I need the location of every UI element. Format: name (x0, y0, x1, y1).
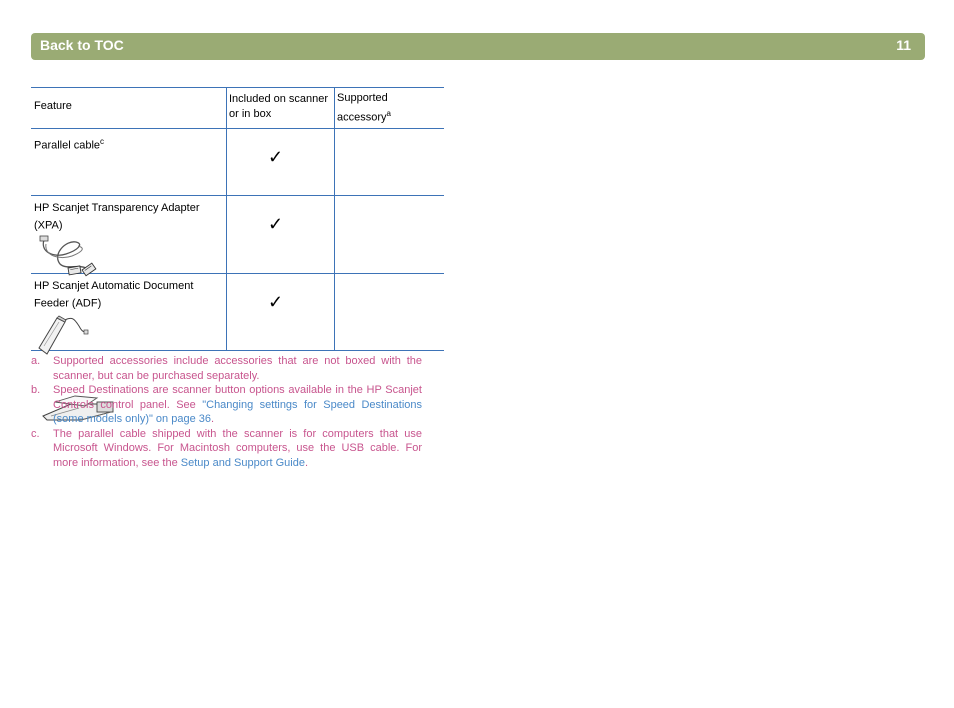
feature-table (31, 87, 444, 351)
footnote-c: c. The parallel cable shipped with the scanner is for computers that use Microsoft Windows. For Macintosh computers, use the USB cable. For more information, see the Setup and Support Guide. (31, 427, 422, 469)
footnote-a (31, 354, 422, 383)
footnote-label: b. (31, 384, 41, 396)
footnote-label: c. (31, 427, 40, 440)
header-supported: Supported accessory$^a$ (335, 88, 445, 129)
header-included: Included on scanner or in box (227, 88, 335, 129)
footnotes (31, 354, 422, 470)
supported-cell (335, 274, 445, 351)
included-cell (227, 196, 335, 274)
feature-name: Parallel cable (34, 139, 101, 152)
footnote-text: Speed Destinations are scanner button options available in the HP Scanjet Controls control panel. See (53, 384, 422, 411)
included-cell (227, 129, 335, 196)
footnote-b: b. Speed Destinations are scanner button options available in the HP Scanjet Controls control panel. See "Changing settings for Speed Destinations (some models only)" on page 36. (31, 384, 422, 425)
checkmark-icon: ✓ (267, 214, 284, 234)
back-to-toc-link[interactable]: Back to TOC (40, 37, 124, 53)
header-feature: Feature (31, 88, 227, 129)
setup-guide-link[interactable]: Setup and Support Guide (180, 456, 305, 469)
transparency-adapter-illustration (35, 312, 91, 356)
feature-name: HP Scanjet Transparency Adapter (XPA) (34, 202, 200, 232)
checkmark-icon: ✓ (267, 292, 284, 312)
supported-cell (335, 196, 445, 274)
speed-destinations-link[interactable]: "Changing settings for Speed Destinations (some models only)" on page 36 (53, 398, 422, 425)
page-number: 11 (896, 37, 911, 53)
footnote-text: The parallel cable shipped with the scanner is for computers that use Microsoft Windows. For Macintosh computers, use the USB cable. For more information, see the (53, 427, 422, 469)
table-row (31, 129, 444, 196)
feature-cell: Parallel cable$^c$ (31, 129, 227, 196)
footnote-text: Supported accessories include accessories that are not boxed with the scanner, but can be purchased separately. (53, 355, 422, 382)
checkmark-icon: ✓ (267, 147, 284, 167)
included-cell (227, 274, 335, 351)
header-bar (31, 33, 925, 60)
footnote-label: a. (31, 355, 41, 367)
supported-cell (335, 129, 445, 196)
table-header-row (31, 88, 444, 129)
feature-name: HP Scanjet Automatic Document Feeder (ADF) (34, 280, 194, 310)
table-row (31, 274, 444, 351)
